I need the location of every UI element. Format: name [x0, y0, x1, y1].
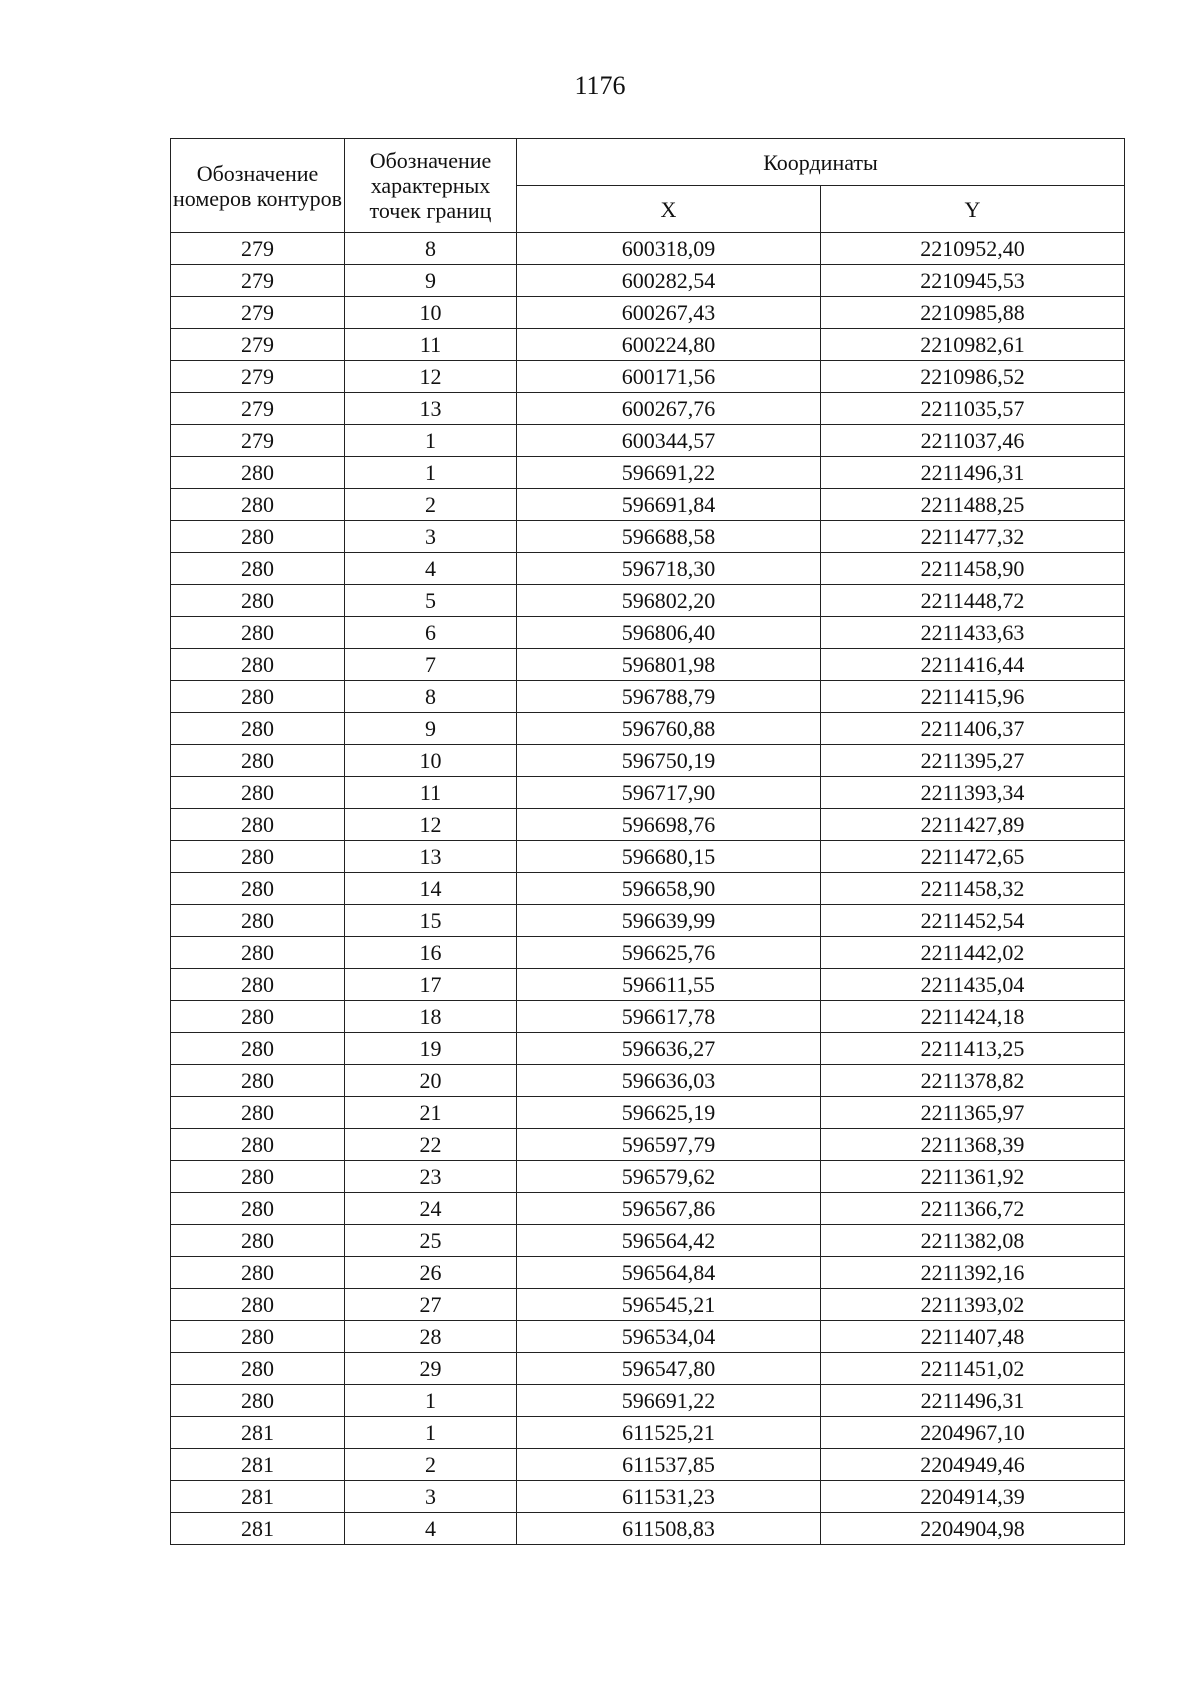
cell-x: 596625,76 [517, 937, 821, 969]
cell-x: 596691,84 [517, 489, 821, 521]
table-row [171, 1289, 1125, 1321]
cell-y: 2211366,72 [821, 1193, 1125, 1225]
cell-y: 2211406,37 [821, 713, 1125, 745]
cell-point: 12 [345, 809, 517, 841]
cell-y: 2211496,31 [821, 457, 1125, 489]
cell-point: 9 [345, 713, 517, 745]
cell-y: 2211393,34 [821, 777, 1125, 809]
cell-y: 2204967,10 [821, 1417, 1125, 1449]
cell-point: 10 [345, 297, 517, 329]
cell-contour: 280 [171, 1385, 345, 1417]
cell-contour: 279 [171, 361, 345, 393]
cell-y: 2210952,40 [821, 233, 1125, 265]
cell-x: 600267,76 [517, 393, 821, 425]
cell-contour: 280 [171, 745, 345, 777]
cell-point: 1 [345, 1385, 517, 1417]
cell-y: 2211393,02 [821, 1289, 1125, 1321]
header-boundary-point: Обозначение характерных точек границ [345, 139, 517, 233]
cell-x: 596547,80 [517, 1353, 821, 1385]
cell-x: 596691,22 [517, 1385, 821, 1417]
cell-point: 8 [345, 233, 517, 265]
cell-contour: 280 [171, 969, 345, 1001]
cell-y: 2211416,44 [821, 649, 1125, 681]
table-row [171, 329, 1125, 361]
cell-contour: 280 [171, 1033, 345, 1065]
cell-x: 596717,90 [517, 777, 821, 809]
cell-contour: 280 [171, 873, 345, 905]
cell-point: 10 [345, 745, 517, 777]
cell-contour: 280 [171, 777, 345, 809]
cell-x: 596597,79 [517, 1129, 821, 1161]
cell-point: 2 [345, 1449, 517, 1481]
cell-contour: 280 [171, 1353, 345, 1385]
table-row [171, 393, 1125, 425]
cell-x: 596625,19 [517, 1097, 821, 1129]
cell-contour: 281 [171, 1417, 345, 1449]
cell-point: 1 [345, 425, 517, 457]
cell-y: 2211488,25 [821, 489, 1125, 521]
cell-point: 27 [345, 1289, 517, 1321]
cell-point: 11 [345, 329, 517, 361]
cell-contour: 280 [171, 1257, 345, 1289]
cell-x: 596698,76 [517, 809, 821, 841]
table-row [171, 969, 1125, 1001]
cell-y: 2211458,32 [821, 873, 1125, 905]
cell-point: 16 [345, 937, 517, 969]
cell-x: 596760,88 [517, 713, 821, 745]
cell-x: 596545,21 [517, 1289, 821, 1321]
cell-y: 2210982,61 [821, 329, 1125, 361]
cell-y: 2211448,72 [821, 585, 1125, 617]
cell-x: 596636,03 [517, 1065, 821, 1097]
table-row [171, 297, 1125, 329]
cell-y: 2211382,08 [821, 1225, 1125, 1257]
cell-x: 596718,30 [517, 553, 821, 585]
cell-point: 6 [345, 617, 517, 649]
cell-x: 600267,43 [517, 297, 821, 329]
cell-point: 8 [345, 681, 517, 713]
cell-contour: 279 [171, 425, 345, 457]
cell-contour: 279 [171, 265, 345, 297]
cell-point: 3 [345, 521, 517, 553]
cell-y: 2211472,65 [821, 841, 1125, 873]
cell-contour: 280 [171, 649, 345, 681]
header-coordinates: Координаты [517, 139, 1125, 186]
table-row [171, 1033, 1125, 1065]
cell-contour: 280 [171, 841, 345, 873]
table-row [171, 649, 1125, 681]
cell-y: 2211442,02 [821, 937, 1125, 969]
cell-contour: 280 [171, 713, 345, 745]
cell-x: 596564,42 [517, 1225, 821, 1257]
cell-point: 11 [345, 777, 517, 809]
cell-x: 596680,15 [517, 841, 821, 873]
cell-x: 611531,23 [517, 1481, 821, 1513]
cell-y: 2211407,48 [821, 1321, 1125, 1353]
table-row [171, 425, 1125, 457]
cell-x: 600318,09 [517, 233, 821, 265]
cell-x: 596611,55 [517, 969, 821, 1001]
cell-contour: 279 [171, 329, 345, 361]
table-row [171, 1225, 1125, 1257]
cell-y: 2204904,98 [821, 1513, 1125, 1545]
cell-y: 2211392,16 [821, 1257, 1125, 1289]
cell-point: 19 [345, 1033, 517, 1065]
table-row [171, 937, 1125, 969]
table-body [171, 233, 1125, 1545]
cell-point: 21 [345, 1097, 517, 1129]
cell-contour: 281 [171, 1449, 345, 1481]
cell-contour: 280 [171, 1097, 345, 1129]
cell-point: 3 [345, 1481, 517, 1513]
cell-y: 2211433,63 [821, 617, 1125, 649]
cell-contour: 279 [171, 297, 345, 329]
table-row [171, 745, 1125, 777]
cell-contour: 280 [171, 937, 345, 969]
cell-point: 9 [345, 265, 517, 297]
table-row [171, 1193, 1125, 1225]
cell-x: 596806,40 [517, 617, 821, 649]
cell-x: 596750,19 [517, 745, 821, 777]
cell-contour: 279 [171, 393, 345, 425]
cell-y: 2210985,88 [821, 297, 1125, 329]
table-row [171, 457, 1125, 489]
table-row [171, 617, 1125, 649]
table-row [171, 1513, 1125, 1545]
cell-y: 2211415,96 [821, 681, 1125, 713]
table-row [171, 1321, 1125, 1353]
cell-contour: 281 [171, 1513, 345, 1545]
cell-point: 23 [345, 1161, 517, 1193]
cell-contour: 280 [171, 1001, 345, 1033]
cell-x: 611525,21 [517, 1417, 821, 1449]
cell-contour: 280 [171, 457, 345, 489]
cell-contour: 280 [171, 809, 345, 841]
cell-point: 22 [345, 1129, 517, 1161]
cell-point: 12 [345, 361, 517, 393]
cell-point: 20 [345, 1065, 517, 1097]
cell-x: 596567,86 [517, 1193, 821, 1225]
cell-point: 7 [345, 649, 517, 681]
table-row [171, 1257, 1125, 1289]
cell-point: 1 [345, 1417, 517, 1449]
cell-contour: 280 [171, 553, 345, 585]
cell-contour: 280 [171, 1065, 345, 1097]
cell-x: 596788,79 [517, 681, 821, 713]
cell-y: 2211413,25 [821, 1033, 1125, 1065]
table-row [171, 841, 1125, 873]
cell-y: 2210986,52 [821, 361, 1125, 393]
header-y: Y [821, 186, 1125, 233]
cell-point: 26 [345, 1257, 517, 1289]
table-row [171, 905, 1125, 937]
cell-contour: 280 [171, 585, 345, 617]
table-row [171, 1353, 1125, 1385]
table-row [171, 1001, 1125, 1033]
table-row [171, 873, 1125, 905]
table-row [171, 1481, 1125, 1513]
table-row [171, 1129, 1125, 1161]
table-row [171, 489, 1125, 521]
table-row [171, 1449, 1125, 1481]
cell-contour: 280 [171, 1161, 345, 1193]
table-row [171, 1065, 1125, 1097]
cell-x: 611537,85 [517, 1449, 821, 1481]
cell-y: 2211395,27 [821, 745, 1125, 777]
cell-y: 2211361,92 [821, 1161, 1125, 1193]
cell-x: 596579,62 [517, 1161, 821, 1193]
cell-x: 596534,04 [517, 1321, 821, 1353]
cell-x: 596636,27 [517, 1033, 821, 1065]
cell-point: 29 [345, 1353, 517, 1385]
cell-contour: 280 [171, 905, 345, 937]
cell-x: 596658,90 [517, 873, 821, 905]
cell-point: 4 [345, 1513, 517, 1545]
cell-y: 2211452,54 [821, 905, 1125, 937]
cell-y: 2211035,57 [821, 393, 1125, 425]
cell-y: 2211427,89 [821, 809, 1125, 841]
cell-contour: 280 [171, 1321, 345, 1353]
table-row [171, 681, 1125, 713]
cell-point: 18 [345, 1001, 517, 1033]
cell-x: 596688,58 [517, 521, 821, 553]
cell-point: 17 [345, 969, 517, 1001]
cell-y: 2210945,53 [821, 265, 1125, 297]
header-contour-number: Обозначение номеров контуров [171, 139, 345, 233]
cell-point: 15 [345, 905, 517, 937]
cell-point: 28 [345, 1321, 517, 1353]
cell-point: 24 [345, 1193, 517, 1225]
cell-x: 600171,56 [517, 361, 821, 393]
cell-contour: 280 [171, 681, 345, 713]
cell-point: 13 [345, 841, 517, 873]
cell-point: 5 [345, 585, 517, 617]
cell-x: 600282,54 [517, 265, 821, 297]
cell-point: 14 [345, 873, 517, 905]
table-row [171, 713, 1125, 745]
cell-point: 4 [345, 553, 517, 585]
cell-point: 25 [345, 1225, 517, 1257]
cell-contour: 281 [171, 1481, 345, 1513]
table-row [171, 1097, 1125, 1129]
cell-x: 596564,84 [517, 1257, 821, 1289]
cell-y: 2211451,02 [821, 1353, 1125, 1385]
table-row [171, 553, 1125, 585]
cell-y: 2211424,18 [821, 1001, 1125, 1033]
table-header [171, 139, 1125, 233]
cell-contour: 279 [171, 233, 345, 265]
table-row [171, 1385, 1125, 1417]
coordinates-table [170, 138, 1125, 1545]
table-row [171, 1417, 1125, 1449]
table-row [171, 361, 1125, 393]
cell-y: 2211435,04 [821, 969, 1125, 1001]
cell-y: 2204914,39 [821, 1481, 1125, 1513]
cell-y: 2211365,97 [821, 1097, 1125, 1129]
cell-x: 600224,80 [517, 329, 821, 361]
cell-y: 2211378,82 [821, 1065, 1125, 1097]
page-number: 1176 [574, 71, 626, 100]
cell-x: 611508,83 [517, 1513, 821, 1545]
cell-x: 596801,98 [517, 649, 821, 681]
cell-contour: 280 [171, 1225, 345, 1257]
cell-contour: 280 [171, 521, 345, 553]
cell-contour: 280 [171, 489, 345, 521]
cell-contour: 280 [171, 617, 345, 649]
cell-y: 2211458,90 [821, 553, 1125, 585]
cell-x: 596639,99 [517, 905, 821, 937]
cell-y: 2211496,31 [821, 1385, 1125, 1417]
cell-contour: 280 [171, 1193, 345, 1225]
table-row [171, 521, 1125, 553]
cell-y: 2204949,46 [821, 1449, 1125, 1481]
cell-x: 596617,78 [517, 1001, 821, 1033]
table-row [171, 585, 1125, 617]
cell-point: 2 [345, 489, 517, 521]
table-row [171, 777, 1125, 809]
table-row [171, 809, 1125, 841]
cell-x: 596691,22 [517, 457, 821, 489]
cell-point: 1 [345, 457, 517, 489]
cell-x: 596802,20 [517, 585, 821, 617]
table-row [171, 233, 1125, 265]
cell-x: 600344,57 [517, 425, 821, 457]
table-row [171, 1161, 1125, 1193]
cell-point: 13 [345, 393, 517, 425]
cell-contour: 280 [171, 1129, 345, 1161]
cell-y: 2211037,46 [821, 425, 1125, 457]
table-row [171, 265, 1125, 297]
header-row [171, 139, 1125, 186]
cell-contour: 280 [171, 1289, 345, 1321]
cell-y: 2211368,39 [821, 1129, 1125, 1161]
cell-y: 2211477,32 [821, 521, 1125, 553]
header-x: X [517, 186, 821, 233]
